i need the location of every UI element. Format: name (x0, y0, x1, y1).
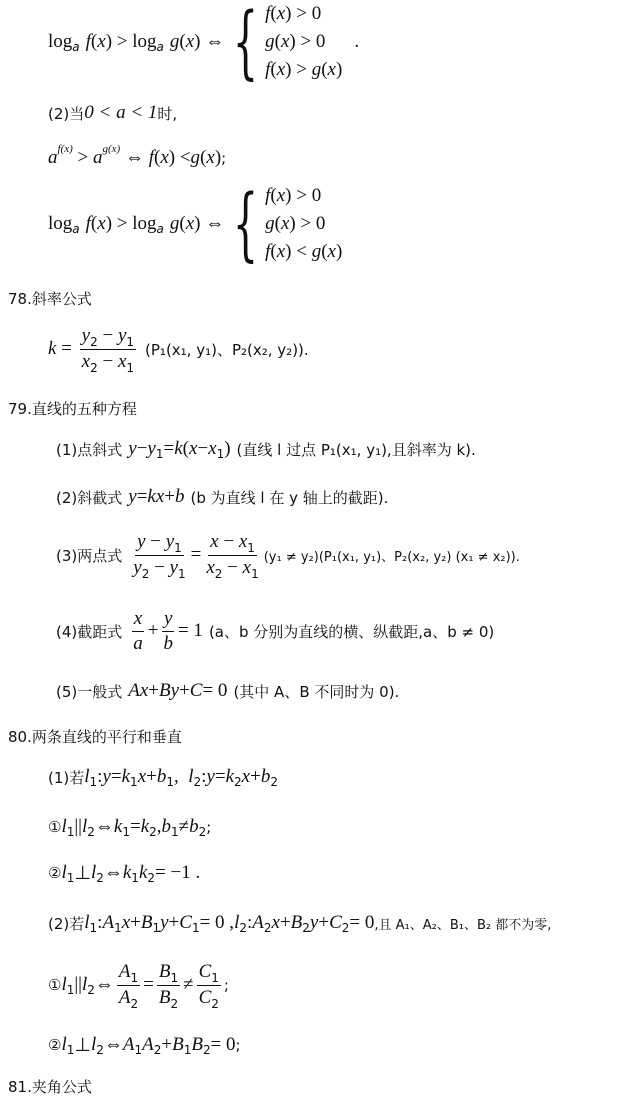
case-2-label: (2)当 (48, 104, 85, 123)
perpendicular-slope-condition: ② l 1 ⊥ l 2 ⇔ k 1 k 2 = −1 . (48, 862, 201, 885)
lines-slope-form: (1)若 l 1 : y = k 1 x + b 1 , l 2 : y = k 2 x + b 2 (48, 766, 278, 789)
section-81-title: 81.夹角公式 (8, 1077, 92, 1096)
parallel-slope-condition: ① l 1 || l 2 ⇔ k 1 = k 2 , b 1 ≠ b 2 ; (48, 816, 212, 839)
general-form: (5)一般式 Ax + By + C = 0 (其中 A、B 不同时为 0). (56, 680, 400, 701)
lines-general-form: (2)若 l 1 : A 1 x + B 1 y + C 1 = 0 , l 2 : A 2 x + B 2 y + C 2 = 0 ,且 A₁、A₂、B₁、B₂ 都不为零, (48, 912, 552, 935)
section-78-title: 78.斜率公式 (8, 289, 92, 308)
left-brace: { (232, 177, 259, 270)
section-80-title: 80.两条直线的平行和垂直 (8, 727, 182, 746)
section-79-title: 79.直线的五种方程 (8, 399, 137, 418)
period: . (354, 31, 360, 52)
slope-formula: k = $\frac{y_2 - y_1}{x_2 - x_1}$ (P₁(x₁, y₁)、P₂(x₂, y₂)). (48, 324, 309, 375)
left-brace: { (232, 0, 259, 88)
slope-fraction: $\frac{y_2 - y_1}{x_2 - x_1}$ (81, 324, 135, 375)
point-slope-form: (1)点斜式 y − y 1 = k ( x − x 1 ) (直线 l 过点 P₁(x₁, y₁),且斜率为 k). (56, 438, 476, 461)
two-point-form: (3)两点式 $\frac{y - y_1}{y_2 - y_1}$ = $\frac{x - x_1}{x_2 - x_1}$ (y₁ ≠ y₂)(P₁(x₁, y₁)、P₂(x₂, y₂) (x₁ ≠ x₂)). (56, 530, 520, 581)
perpendicular-coef-condition: ② l 1 ⊥ l 2 ⇔ A 1 A 2 + B 1 B 2 = 0 ; (48, 1034, 241, 1057)
case-2-suffix: 时, (157, 104, 178, 123)
parallel-coef-condition: ① l 1 || l 2 ⇔ $\frac{A_1}{A_2}$ = $\frac{B_1}{B_2}$ ≠ $\frac{C_1}{C_2}$ ; (48, 960, 229, 1011)
case-2-heading (48, 98, 177, 128)
case-2-condition: 0 < a < 1 (84, 102, 158, 123)
exp-inequality: a f(x) > a g(x) ⇔ f ( x ) < g ( x ) ; (48, 143, 227, 168)
intercept-form: (4)截距式 $\frac{x}{a}$ + $\frac{y}{b}$ = 1 (a、b 分别为直线的横、纵截距,a、b ≠ 0) (56, 607, 495, 654)
slope-intercept-form: (2)斜截式 y = kx + b (b 为直线 l 在 y 轴上的截距). (56, 486, 389, 507)
slope-points-note: (P₁(x₁, y₁)、P₂(x₂, y₂)). (145, 340, 309, 359)
semicolon: ; (221, 149, 227, 167)
log-inequality-a-gt-1: log a f ( x ) > log a g ( x ) ⇔ { f(x) > 0 g(x) > 0 f(x) > g(x) . (48, 0, 360, 88)
log-inequality-a-lt-1: log a f ( x ) > log a g ( x ) ⇔ { f(x) > 0 g(x) > 0 f(x) < g(x) (48, 177, 343, 270)
